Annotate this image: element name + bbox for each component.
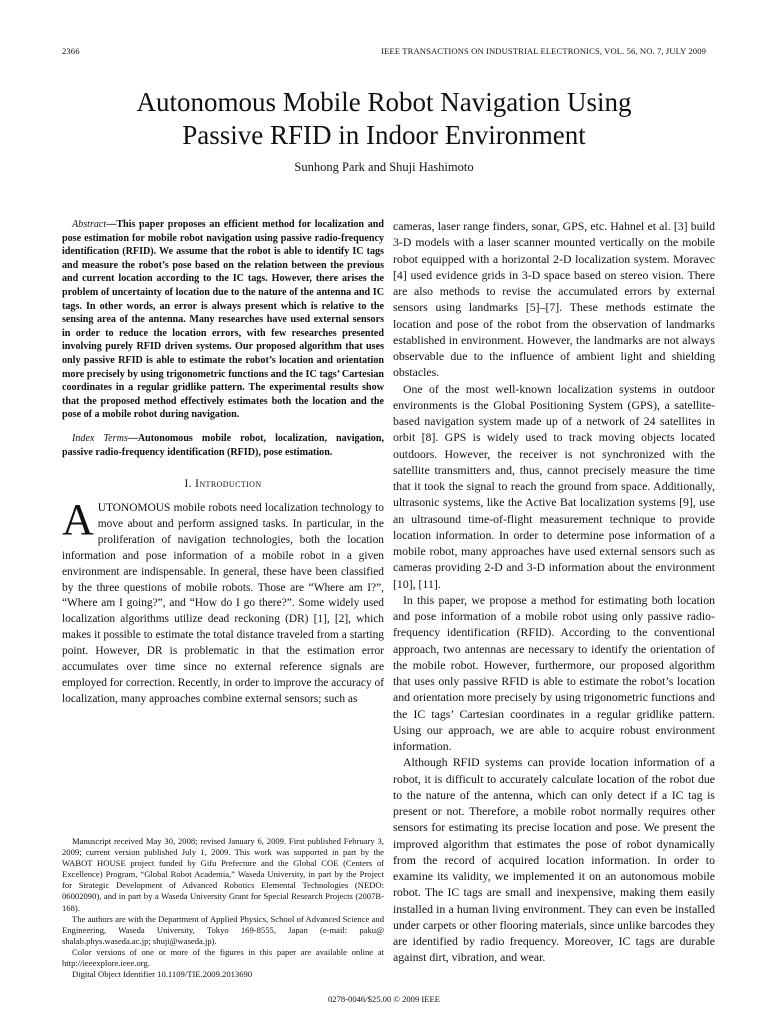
section-title: Introduction (195, 478, 262, 491)
footnote-affiliation: The authors are with the Department of Applied Physics, School of Advanced Science and Engineering, Waseda University, Tokyo 169-8555, Japan (e-mail: paku@ shalab.phys.waseda.ac.jp; shuji@waseda.jp). (62, 913, 384, 946)
section-number: I. (184, 478, 196, 491)
index-terms (62, 432, 384, 459)
title-line-2: Passive RFID in Indoor Environment (182, 120, 586, 150)
footnotes (62, 836, 384, 980)
title-line-1: Autonomous Mobile Robot Navigation Using (136, 87, 632, 117)
copyright-footer: 0278-0046/$25.00 © 2009 IEEE (327, 994, 441, 1004)
abstract (62, 218, 384, 422)
footnote-doi: Digital Object Identifier 10.1109/TIE.2009.2013690 (72, 969, 253, 980)
footnote-color: Color versions of one or more of the figures in this paper are available online at http://ieeexplore.ieee.org. (62, 946, 384, 969)
index-terms-lead: Index Terms (72, 432, 128, 444)
right-paragraph-2: One of the most well-known localization systems in outdoor environments is the Global Positioning System (GPS), a satellite-based navigation system made up of a network of 24 satellites in orbit [8]. GPS is widely used to track moving objects located outdoors. However, the receiver is not synchronized with the satellite transmitters and, thus, cannot precisely measure the time that it took the signal to reach the ground from space. Additionally, ultrasonic systems, like the Active Bat localization systems [9], use an ultrasound time-of-flight measurement technique to provide location information. In order to determine pose information of a mobile robot, many approaches have used external sensors such as cameras providing 2-D and 3-D information about the environment [10], [11]. (393, 381, 715, 591)
section-heading (62, 477, 384, 493)
intro-paragraph (62, 495, 384, 708)
right-paragraph-1: cameras, laser range finders, sonar, GPS, etc. Hahnel et al. [3] build 3-D models with a laser scanner mounted vertically on the mobile robot equipped with a horizontal 2-D localization system. Moravec [4] used evidence grids in 3-D space based on stereo vision. There are also methods to revise the accumulated errors by external sensors using landmarks [5]–[7]. These methods estimate the location and pose of the robot from the observation of landmarks established in environment. However, the landmarks are not always observable due to the influence of ambient light and shielding obstacles. (393, 219, 715, 380)
right-paragraph-3: In this paper, we propose a method for estimating both location and pose information of a mobile robot using only passive radio-frequency identification (RFID). According to the conventional approach, two antennas are necessary to identify the orientation of the mobile robot. However, furthermore, our proposed algorithm that uses only passive RFID is able to estimate the robot’s location and orientation more precisely by using trigonometric functions and the IC tags’ Cartesian coordinates in a regular gridlike pattern. Using our approach, we are able to acquire robust environment information. (393, 592, 715, 753)
paper-title (50, 86, 718, 152)
left-column (62, 218, 384, 708)
abstract-text: —This paper proposes an efficient method for localization and pose estimation for mobile robot navigation using passive radio-frequency identification (RFID). We assume that the robot is able to identify IC tags and measure the robot’s pose based on the relation between the previous and current location according to the IC tags. However, there arises the problem of uncertainty of location due to the nature of the antenna and IC tags. In other words, an error is always present which is relative to the sensing area of the antenna. Many researches have used external sensors in order to reduce the location errors, with few researches presented involving purely RFID driven systems. Our proposed algorithm that uses only passive RFID is able to estimate the robot’s location and orientation more precisely by using trigonometric functions and the IC tags’ Cartesian coordinates in a regular gridlike pattern. The experimental results show that the proposed method effectively estimates both the location and the pose of a mobile robot during navigation. (62, 219, 384, 421)
index-terms-text: —Autonomous mobile robot, localization, navigation, passive radio-frequency identification (RFID), pose estimation. (62, 432, 384, 458)
abstract-lead: Abstract (72, 219, 107, 230)
right-paragraph-4: Although RFID systems can provide location information of a robot, it is difficult to accurately calculate location of the robot due to the nature of the antenna, which can only detect if a IC tag is present or not. Therefore, a mobile robot normally requires other sensors for estimating its precise location and pose. We present the improved algorithm that estimates the pose of robot dynamically from the record of acquired location information. In order to examine its validity, we implemented it on an autonomous mobile robot. The IC tags are small and inexpensive, making them easily installed in a human living environment. They can even be installed under carpets or other flooring materials, since unlike barcodes they are identified by radio frequency. Moreover, IC tags are durable against dirt, vibration, and wear. (393, 755, 715, 965)
authors: Sunhong Park and Shuji Hashimoto (294, 160, 474, 174)
footnote-manuscript: Manuscript received May 30, 2008; revised January 6, 2009. First published February 3, 2009; current version published July 1, 2009. This work was supported in part by the WABOT HOUSE project funded by Gifu Prefecture and the Global COE (Centers of Excellence) Program, “Global Robot Academia,” Waseda University, in part by the Project for Strategic Development of Advanced Robotics Elemental Technologies (NEDO: 06002090), and in part by a Waseda University Grant for Special Research Projects (2007B-168). (62, 836, 384, 913)
intro-text: UTONOMOUS mobile robots need localization technology to move about and perform assigned tasks. In particular, in the proliferation of navigation technologies, both the location information and pose information of a mobile robot in a given environment are indispensable. In general, these have been classified by the three questions of mobile robots. Those are “Where am I?”, “Where am I going?”, and “How do I go there?”. Some widely used localization algorithms utilize dead reckoning (DR) [1], [2], which makes it possible to estimate the total distance traveled from a starting point. However, DR is problematic in that the estimation error accumulates over time since no external reference signals are employed for correction. Recently, in order to improve the accuracy of localization, many approaches combine external sensors; such as (62, 502, 384, 705)
page-number: 2366 (62, 46, 80, 56)
drop-cap: A (62, 495, 94, 544)
journal-name: IEEE TRANSACTIONS ON INDUSTRIAL ELECTRONICS, VOL. 56, NO. 7, JULY 2009 (381, 46, 706, 56)
right-column (393, 218, 715, 966)
